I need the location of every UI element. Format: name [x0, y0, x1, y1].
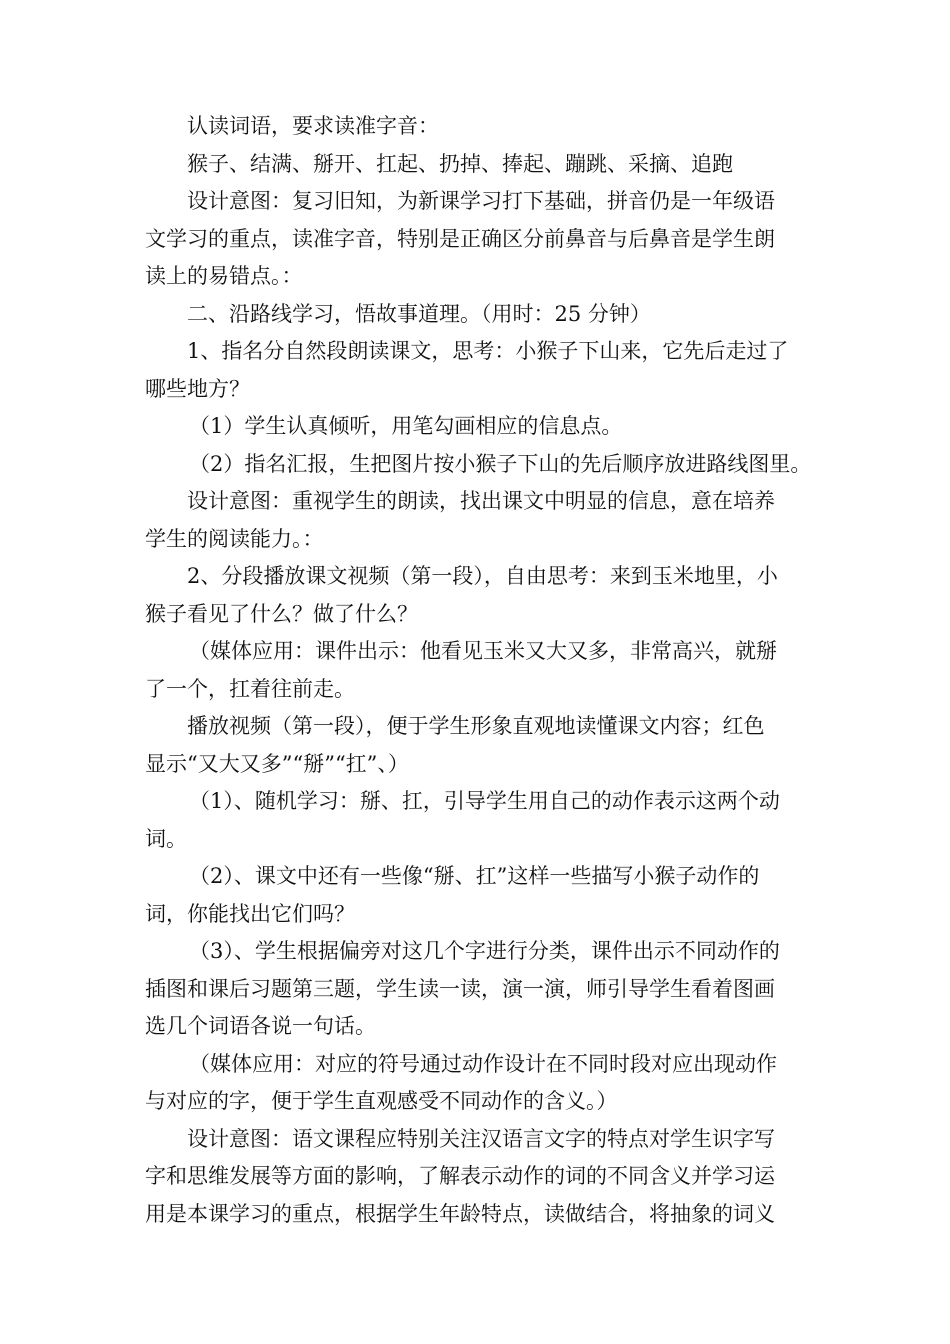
- paragraph-line: 用是本课学习的重点，根据学生年龄特点，读做结合，将抽象的词义: [145, 1201, 775, 1226]
- paragraph-line: 认读词语，要求读准字音：: [187, 114, 439, 138]
- paragraph-line: 猴子看见了什么？做了什么？: [145, 601, 418, 626]
- paragraph-line: （媒体应用：对应的符号通过动作设计在不同时段对应出现动作: [189, 1051, 777, 1076]
- paragraph-line: 字和思维发展等方面的影响，了解表示动作的词的不同含义并学习运: [145, 1164, 775, 1188]
- paragraph-line: 学生的阅读能力。：: [145, 526, 324, 551]
- document-body: [145, 108, 820, 1233]
- paragraph-line: 设计意图：复习旧知，为新课学习打下基础，拼音仍是一年级语: [187, 189, 775, 213]
- paragraph-line: 设计意图：语文课程应特别关注汉语言文字的特点对学生识字写: [187, 1126, 775, 1151]
- paragraph-line: 词，你能找出它们吗？: [145, 901, 355, 926]
- paragraph-line: （3）、学生根据偏旁对这几个字进行分类，课件出示不同动作的: [189, 939, 780, 963]
- paragraph-line: 1、指名分自然段朗读课文，思考：小猴子下山来，它先后走过了: [187, 339, 789, 363]
- paragraph-line: （2）指名汇报，生把图片按小猴子下山的先后顺序放进路线图里。: [189, 451, 812, 476]
- paragraph-line: 哪些地方？: [145, 376, 250, 401]
- paragraph-line: 设计意图：重视学生的朗读，找出课文中明显的信息，意在培养: [187, 489, 775, 513]
- paragraph-line: 了一个，扛着往前走。: [145, 676, 355, 701]
- paragraph-line: 插图和课后习题第三题，学生读一读，演一演，师引导学生看着图画: [145, 976, 775, 1001]
- paragraph-line: 与对应的字，便于学生直观感受不同动作的含义。）: [145, 1089, 618, 1113]
- paragraph-line: 文学习的重点，读准字音，特别是正确区分前鼻音与后鼻音是学生朗: [145, 226, 775, 251]
- paragraph-line: 词。: [145, 826, 187, 851]
- paragraph-line: （2）、课文中还有一些像“掰、扛”这样一些描写小猴子动作的: [189, 864, 760, 888]
- paragraph-line: 猴子、结满、掰开、扛起、扔掉、捧起、蹦跳、采摘、追跑: [187, 151, 733, 176]
- section-heading: 二、沿路线学习，悟故事道理。（用时：25 分钟）: [187, 301, 651, 326]
- paragraph-line: 选几个词语各说一句话。: [145, 1014, 376, 1038]
- paragraph-line: 2、分段播放课文视频（第一段），自由思考：来到玉米地里，小: [187, 564, 778, 588]
- paragraph-line: （1）、随机学习：掰、扛，引导学生用自己的动作表示这两个动: [189, 789, 780, 813]
- paragraph-line: （媒体应用：课件出示：他看见玉米又大又多，非常高兴，就掰: [189, 639, 777, 663]
- paragraph-line: 显示“又大又多”“掰”“扛”、）: [145, 751, 409, 776]
- paragraph-line: 读上的易错点。：: [145, 264, 303, 288]
- paragraph-line: （1）学生认真倾听，用笔勾画相应的信息点。: [189, 414, 623, 438]
- paragraph-line: 播放视频（第一段），便于学生形象直观地读懂课文内容；红色: [187, 714, 765, 738]
